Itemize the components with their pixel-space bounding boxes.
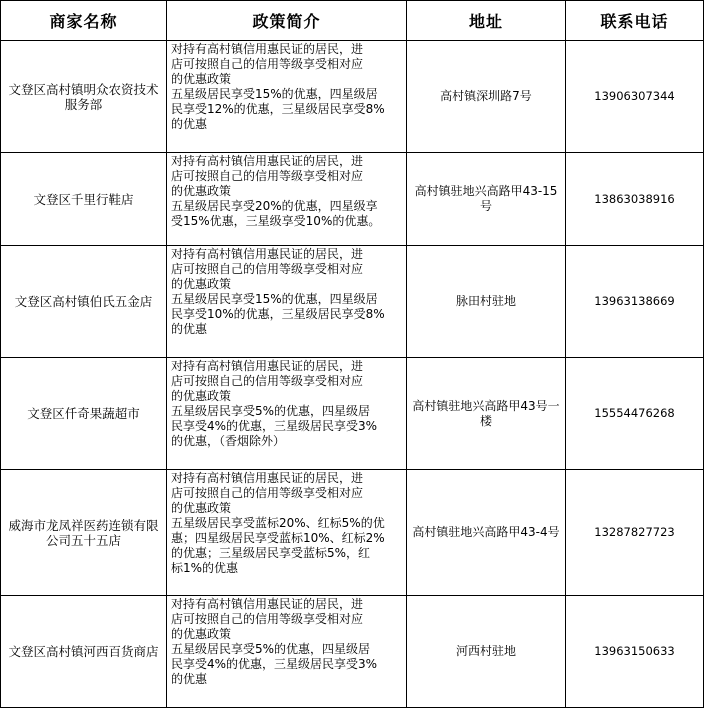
merchant-name: 文登区千里行鞋店: [1, 153, 167, 246]
policy-line: 的优惠政策: [171, 277, 232, 291]
policy-text: [167, 153, 407, 246]
merchant-name: 文登区高村镇伯氏五金店: [1, 246, 167, 358]
table-row: [1, 358, 704, 470]
policy-line: 对持有高村镇信用惠民证的居民，进: [171, 247, 364, 261]
policy-line: 的优惠政策: [171, 627, 232, 641]
policy-line: 五星级居民享受15%的优惠，四星级居: [171, 87, 378, 101]
policy-line: 店可按照自己的信用等级享受相对应: [171, 262, 364, 276]
policy-line: 民享受4%的优惠，三星级居民享受3%: [171, 419, 378, 433]
policy-line: 的优惠政策: [171, 501, 232, 515]
policy-line: 民享受4%的优惠，三星级居民享受3%: [171, 657, 378, 671]
policy-line: 店可按照自己的信用等级享受相对应: [171, 169, 364, 183]
header-row: [1, 1, 704, 41]
policy-line: 民享受12%的优惠，三星级居民享受8%: [171, 102, 385, 116]
policy-text: [167, 358, 407, 470]
merchant-phone: 13906307344: [566, 41, 704, 153]
table-row: [1, 41, 704, 153]
merchant-address: 高村镇驻地兴高路甲43-4号: [407, 470, 566, 596]
merchant-address: 高村镇驻地兴高路甲43号一楼: [407, 358, 566, 470]
policy-line: 惠；四星级居民享受蓝标10%、红标2%: [171, 531, 385, 545]
policy-line: 对持有高村镇信用惠民证的居民，进: [171, 471, 364, 485]
policy-line: 对持有高村镇信用惠民证的居民，进: [171, 597, 364, 611]
header-merchant: 商家名称: [1, 1, 167, 41]
policy-line: 民享受10%的优惠，三星级居民享受8%: [171, 307, 385, 321]
merchant-address: 河西村驻地: [407, 596, 566, 708]
policy-text: [167, 596, 407, 708]
policy-line: 对持有高村镇信用惠民证的居民，进: [171, 154, 364, 168]
policy-line: 店可按照自己的信用等级享受相对应: [171, 612, 364, 626]
policy-line: 店可按照自己的信用等级享受相对应: [171, 57, 364, 71]
policy-line: 五星级居民享受5%的优惠，四星级居: [171, 642, 371, 656]
merchant-address: 高村镇深圳路7号: [407, 41, 566, 153]
policy-text: [167, 470, 407, 596]
table-row: [1, 153, 704, 246]
merchant-name: 威海市龙凤祥医药连锁有限公司五十五店: [1, 470, 167, 596]
merchant-address: 高村镇驻地兴高路甲43-15号: [407, 153, 566, 246]
policy-line: 的优惠；三星级居民享受蓝标5%，红: [171, 546, 371, 560]
policy-line: 五星级居民享受20%的优惠，四星级享: [171, 199, 378, 213]
policy-line: 的优惠: [171, 672, 208, 686]
header-policy: 政策简介: [167, 1, 407, 41]
policy-line: 店可按照自己的信用等级享受相对应: [171, 374, 364, 388]
merchant-name: 文登区高村镇明众农资技术服务部: [1, 41, 167, 153]
policy-line: 店可按照自己的信用等级享受相对应: [171, 486, 364, 500]
policy-line: 的优惠政策: [171, 184, 232, 198]
table-row: [1, 246, 704, 358]
merchant-phone: 13863038916: [566, 153, 704, 246]
policy-line: 五星级居民享受15%的优惠，四星级居: [171, 292, 378, 306]
table-row: [1, 596, 704, 708]
header-address: 地址: [407, 1, 566, 41]
policy-line: 的优惠政策: [171, 389, 232, 403]
policy-line: 的优惠: [171, 322, 208, 336]
policy-line: 受15%优惠，三星级享受10%的优惠。: [171, 214, 381, 228]
policy-line: 的优惠: [171, 117, 208, 131]
policy-line: 五星级居民享受5%的优惠，四星级居: [171, 404, 371, 418]
table-row: [1, 470, 704, 596]
policy-text: [167, 246, 407, 358]
policy-line: 五星级居民享受蓝标20%、红标5%的优: [171, 516, 385, 530]
policy-text: [167, 41, 407, 153]
policy-line: 的优惠，（香烟除外）: [171, 434, 286, 448]
merchant-address: 脉田村驻地: [407, 246, 566, 358]
merchant-phone: 13287827723: [566, 470, 704, 596]
policy-line: 对持有高村镇信用惠民证的居民，进: [171, 42, 364, 56]
merchant-phone: 15554476268: [566, 358, 704, 470]
policy-line: 对持有高村镇信用惠民证的居民，进: [171, 359, 364, 373]
merchant-name: 文登区仟奇果蔬超市: [1, 358, 167, 470]
merchant-name: 文登区高村镇河西百货商店: [1, 596, 167, 708]
merchant-phone: 13963150633: [566, 596, 704, 708]
merchant-phone: 13963138669: [566, 246, 704, 358]
header-phone: 联系电话: [566, 1, 704, 41]
policy-line: 标1%的优惠: [171, 561, 239, 575]
policy-line: 的优惠政策: [171, 72, 232, 86]
